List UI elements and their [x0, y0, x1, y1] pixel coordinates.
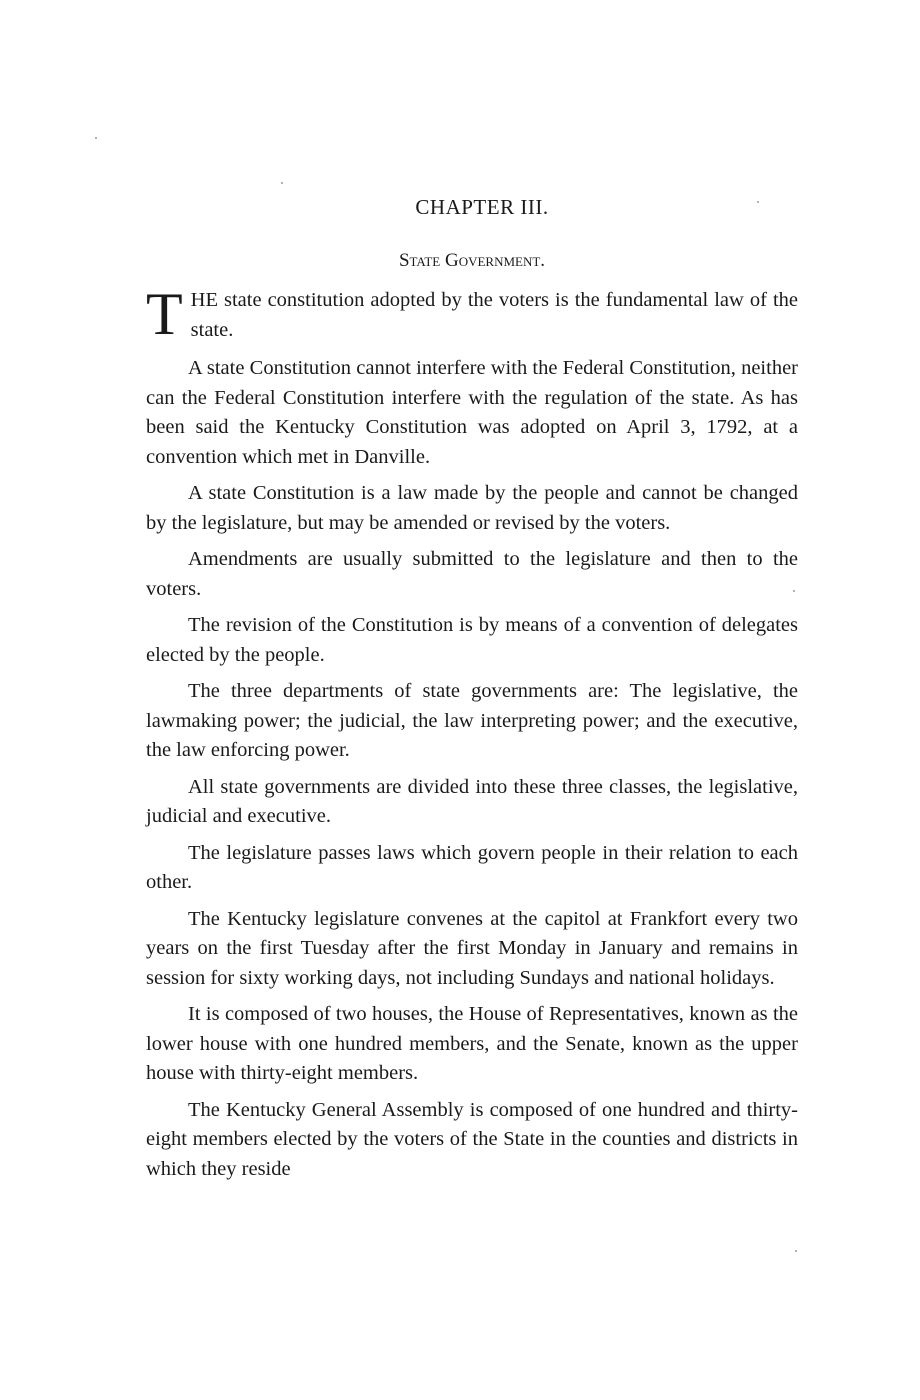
- drop-cap: T: [146, 281, 183, 347]
- paragraph-11: The Kentucky General Assembly is composed of one hundred and thirty-eight members elected by the voters of the State in the counties and districts in which they reside: [146, 1098, 798, 1180]
- scan-speck: [757, 201, 759, 203]
- scan-speck: [795, 1250, 797, 1252]
- paragraph-8: The legislature passes laws which govern people in their relation to each other.: [146, 841, 798, 893]
- first-paragraph-text: HE state constitution adopted by the voters is the fundamental law of the state.: [190, 289, 798, 341]
- first-paragraph: [146, 281, 798, 347]
- paragraph-4: Amendments are usually submitted to the legislature and then to the voters.: [146, 548, 798, 600]
- scan-speck: [281, 182, 283, 184]
- paragraph-2: A state Constitution cannot interfere with the Federal Constitution, neither can the Federal Constitution interfere with the regulation of the state. As has been said the Kentucky Constitution was adopted on April 3, 1792, at a convention which met in Danville.: [146, 357, 798, 468]
- scan-speck: [95, 137, 97, 139]
- body-text: [146, 281, 798, 1191]
- paragraph-6: The three departments of state governments are: The legislative, the lawmaking power; the judicial, the law interpreting power; and the executive, the law enforcing power.: [146, 680, 798, 761]
- paragraph-3: A state Constitution is a law made by the people and cannot be changed by the legislature, but may be amended or revised by the voters.: [146, 482, 798, 534]
- paragraph-5: The revision of the Constitution is by means of a convention of delegates elected by the people.: [146, 614, 798, 666]
- book-page: [146, 0, 798, 1400]
- paragraph-7: All state governments are divided into these three classes, the legislative, judicial and executive.: [146, 775, 798, 827]
- scan-speck: [793, 590, 795, 592]
- paragraph-9: The Kentucky legislature convenes at the capitol at Frankfort every two years on the first Tuesday after the first Monday in January and remains in session for sixty working days, not including Sundays and national holidays.: [146, 907, 798, 989]
- section-title: State Government.: [398, 250, 546, 271]
- paragraph-10: It is composed of two houses, the House of Representatives, known as the lower house with one hundred members, and the Senate, known as the upper house with thirty-eight members.: [146, 1003, 798, 1084]
- chapter-title: CHAPTER III.: [415, 195, 549, 219]
